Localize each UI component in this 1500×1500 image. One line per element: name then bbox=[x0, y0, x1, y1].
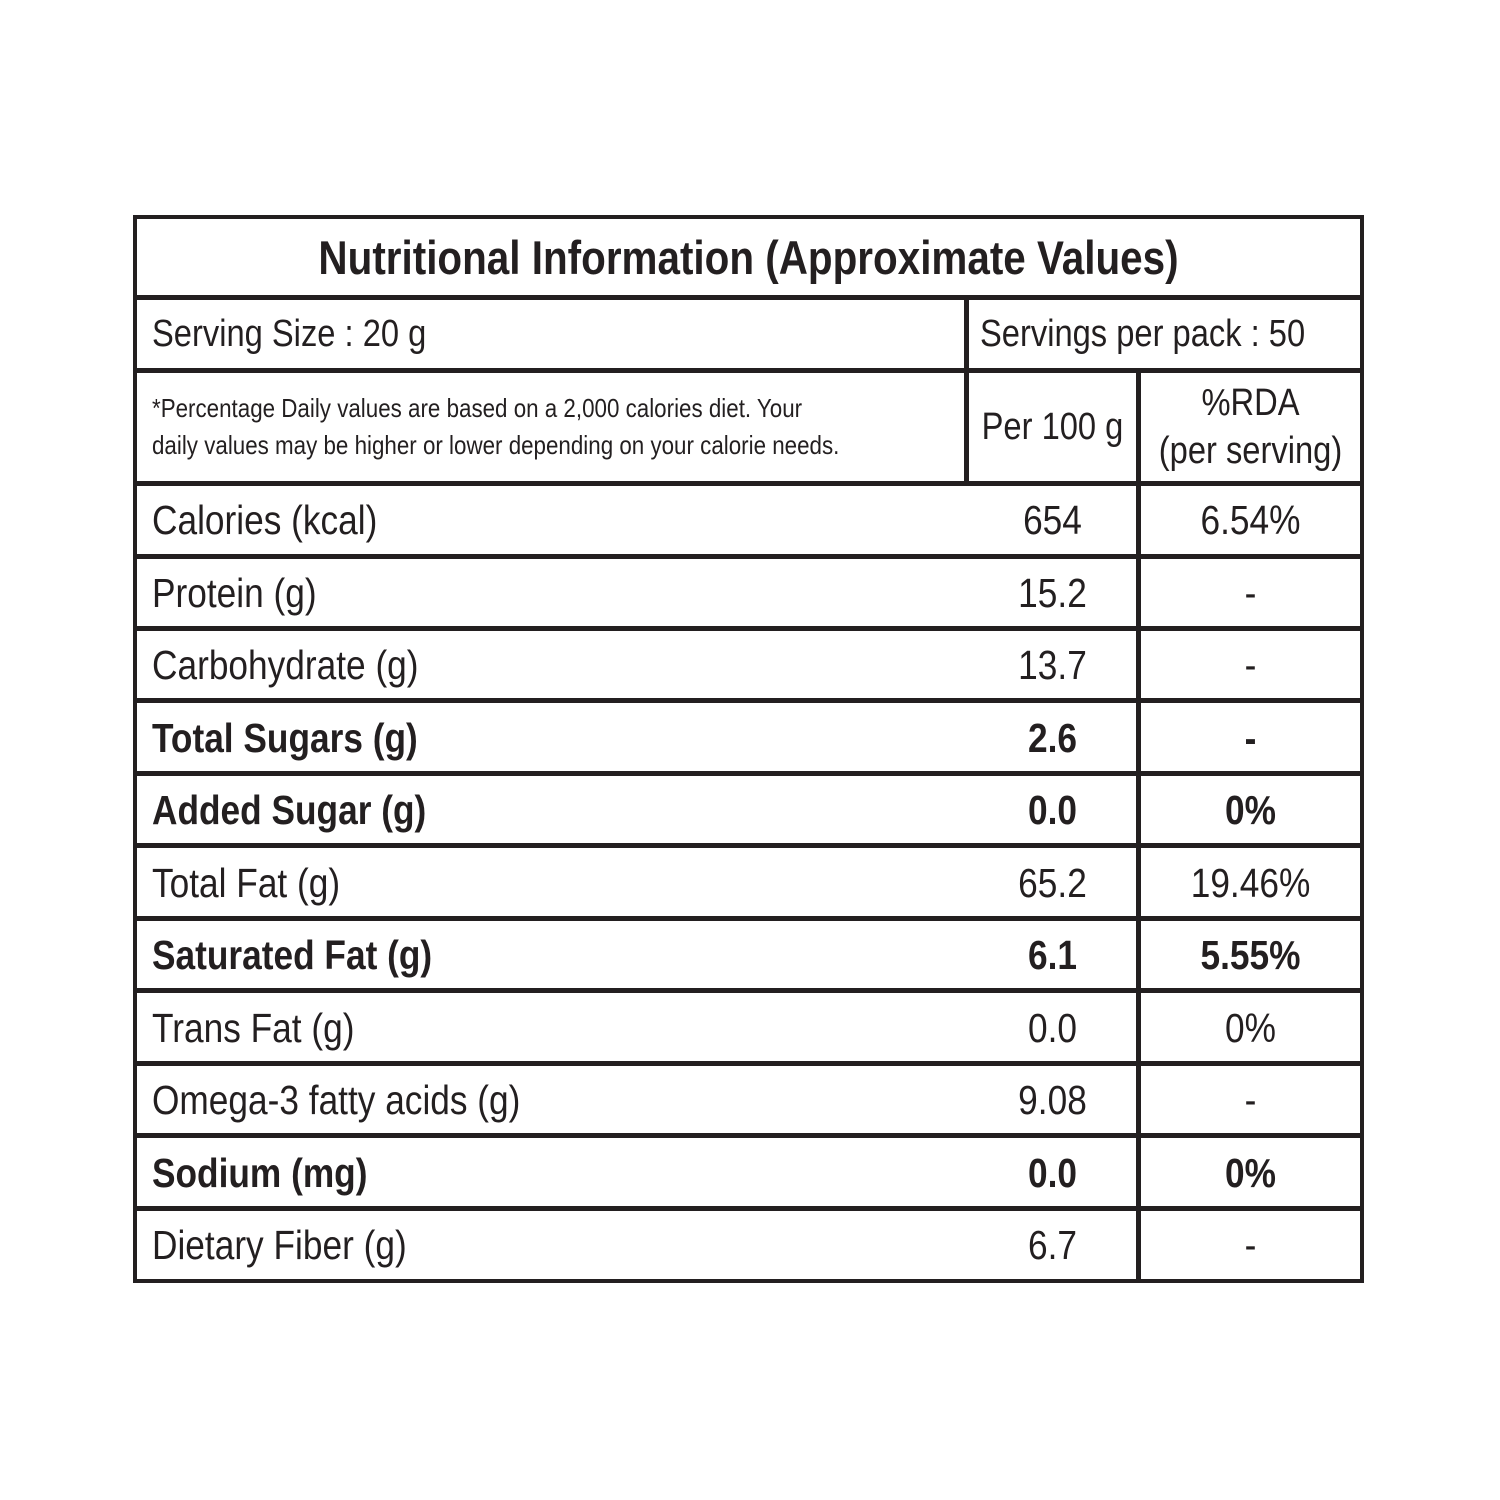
serving-size: Serving Size : 20 g bbox=[152, 312, 427, 355]
nutrient-per-100g: 6.1 bbox=[1027, 931, 1078, 978]
nutrient-label: Protein (g) bbox=[152, 569, 317, 616]
nutrient-rda: 0% bbox=[1225, 786, 1276, 833]
nutrient-label: Saturated Fat (g) bbox=[152, 931, 433, 978]
nutrient-rda: 0% bbox=[1225, 1149, 1276, 1196]
rda-line: %RDA bbox=[1201, 382, 1300, 424]
nutrient-per-100g: 65.2 bbox=[1018, 859, 1087, 906]
nutrient-label: Total Sugars (g) bbox=[152, 714, 418, 761]
label-title: Nutritional Information (Approximate Values) bbox=[318, 230, 1179, 284]
nutrient-per-100g: 2.6 bbox=[1027, 714, 1078, 761]
nutrient-per-100g: 0.0 bbox=[1027, 1149, 1078, 1196]
nutrient-rda: 5.55% bbox=[1200, 931, 1301, 978]
servings-per-pack: Servings per pack : 50 bbox=[980, 312, 1306, 355]
note-line: daily values may be higher or lower depending on your calorie needs. bbox=[152, 430, 840, 460]
nutrition-label bbox=[133, 215, 1364, 1283]
nutrient-label: Calories (kcal) bbox=[152, 496, 378, 543]
column-header-rda bbox=[1156, 373, 1344, 481]
daily-value-note bbox=[152, 373, 969, 481]
nutrient-rda: - bbox=[1244, 1076, 1257, 1123]
nutrient-label: Added Sugar (g) bbox=[152, 786, 427, 833]
nutrient-rda: - bbox=[1244, 1221, 1257, 1268]
nutrient-label: Trans Fat (g) bbox=[152, 1004, 355, 1051]
note-line: *Percentage Daily values are based on a 2,000 calories diet. Your bbox=[152, 393, 803, 423]
divider bbox=[1136, 370, 1141, 1279]
nutrient-rda: - bbox=[1244, 569, 1257, 616]
nutrient-per-100g: 9.08 bbox=[1018, 1076, 1087, 1123]
nutrient-label: Sodium (mg) bbox=[152, 1149, 368, 1196]
nutrient-rda: - bbox=[1244, 714, 1257, 761]
nutrient-label: Carbohydrate (g) bbox=[152, 641, 419, 688]
rda-line: (per serving) bbox=[1158, 430, 1343, 472]
nutrient-rda: 0% bbox=[1225, 1004, 1276, 1051]
nutrient-label: Total Fat (g) bbox=[152, 859, 341, 906]
nutrient-per-100g: 0.0 bbox=[1027, 786, 1078, 833]
column-header-per-100g: Per 100 g bbox=[981, 406, 1124, 448]
nutrient-per-100g: 0.0 bbox=[1027, 1004, 1078, 1051]
nutrient-per-100g: 654 bbox=[1023, 496, 1082, 543]
nutrient-label: Dietary Fiber (g) bbox=[152, 1221, 407, 1268]
nutrient-rda: - bbox=[1244, 641, 1257, 688]
nutrient-per-100g: 13.7 bbox=[1018, 641, 1087, 688]
nutrient-per-100g: 6.7 bbox=[1027, 1221, 1078, 1268]
nutrient-rda: 19.46% bbox=[1190, 859, 1311, 906]
nutrient-rda: 6.54% bbox=[1200, 496, 1301, 543]
nutrient-label: Omega-3 fatty acids (g) bbox=[152, 1076, 521, 1123]
nutrient-per-100g: 15.2 bbox=[1018, 569, 1087, 616]
